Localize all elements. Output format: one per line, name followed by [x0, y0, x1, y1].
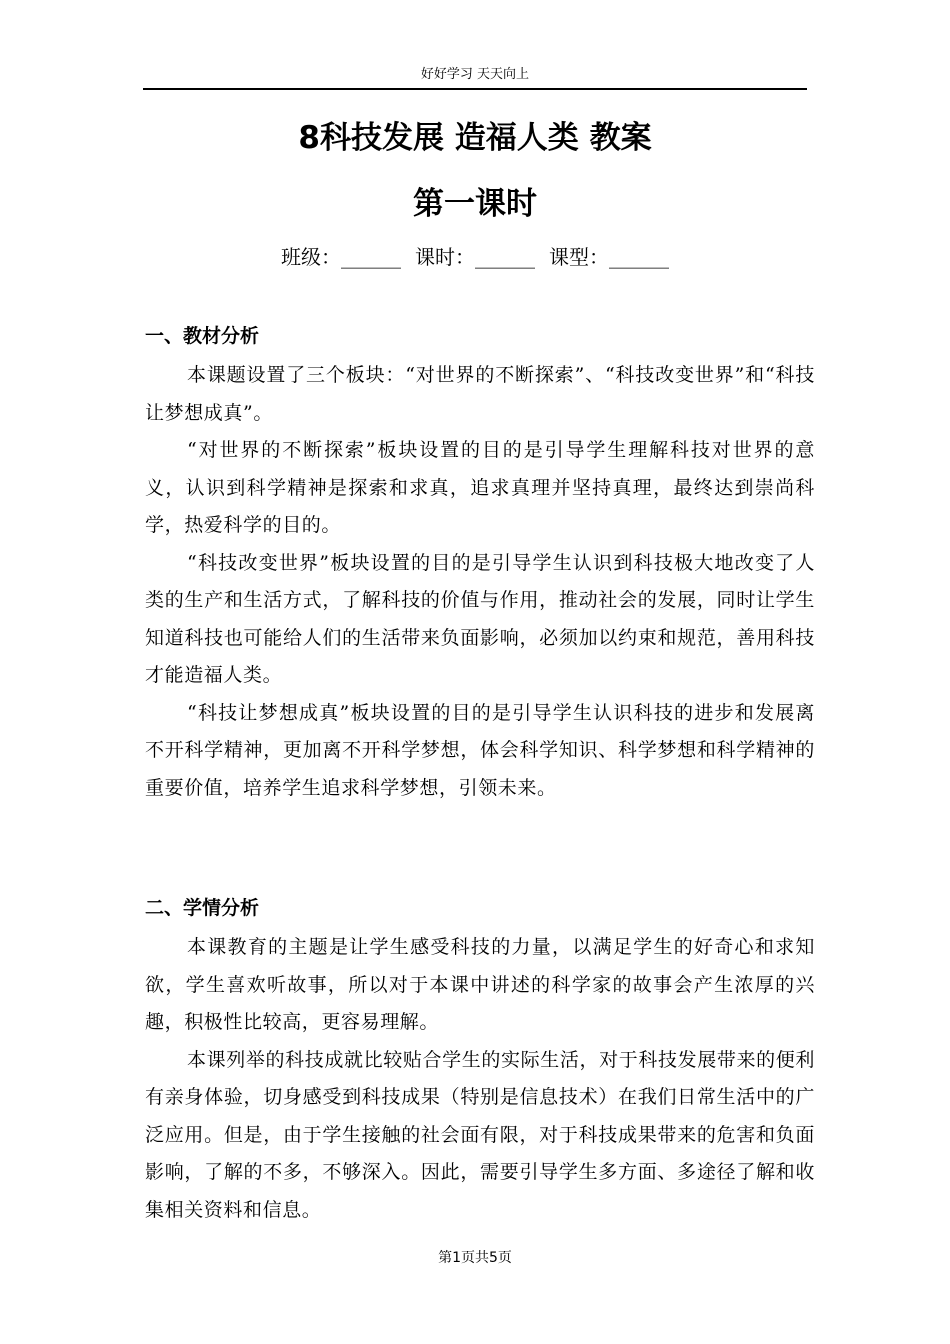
page-footer: 第1页共5页: [438, 1250, 512, 1266]
class-label: 班级：: [281, 245, 341, 269]
section-textbook-analysis: [145, 321, 815, 807]
section-heading: 二、学情分析: [145, 897, 260, 919]
paragraph: 本课教育的主题是让学生感受科技的力量，以满足学生的好奇心和求知欲，学生喜欢听故事，所以对于本课中讲述的科学家的故事会产生浓厚的兴趣，积极性比较高，更容易理解。: [145, 936, 815, 1033]
paragraph: “对世界的不断探索”板块设置的目的是引导学生理解科技对世界的意义，认识到科学精神是探索和求真，追求真理并坚持真理，最终达到崇尚科学，热爱科学的目的。: [145, 439, 815, 536]
period-label: 课时：: [415, 245, 475, 269]
type-value: ______: [609, 245, 669, 269]
document-subtitle: 第一课时: [413, 186, 537, 222]
section-heading: 一、教材分析: [145, 325, 260, 347]
paragraph: “科技改变世界”板块设置的目的是引导学生认识到科技极大地改变了人类的生产和生活方式，了解科技的价值与作用，推动社会的发展，同时让学生知道科技也可能给人们的生活带来负面影响，必须加以约束和规范，善用科技才能造福人类。: [145, 551, 815, 686]
class-value: ______: [341, 245, 401, 269]
period-value: ______: [475, 245, 535, 269]
meta-line: [143, 240, 807, 274]
paragraph: 本课列举的科技成就比较贴合学生的实际生活，对于科技发展带来的便利有亲身体验，切身感受到科技成果（特别是信息技术）在我们日常生活中的广泛应用。但是，由于学生接触的社会面有限，对于科技成果带来的危害和负面影响，了解的不多，不够深入。因此，需要引导学生多方面、多途径了解和收集相关资料和信息。: [145, 1048, 815, 1221]
header-divider: [143, 88, 807, 90]
type-label: 课型：: [549, 245, 609, 269]
document-title: 8科技发展 造福人类 教案: [298, 120, 652, 156]
paragraph: 本课题设置了三个板块：“对世界的不断探索”、“科技改变世界”和“科技让梦想成真”。: [145, 364, 815, 424]
section-student-analysis: [145, 893, 815, 1229]
page-header: 好好学习 天天向上: [420, 67, 530, 82]
paragraph: “科技让梦想成真”板块设置的目的是引导学生认识科技的进步和发展离不开科学精神，更加离不开科学梦想，体会科学知识、科学梦想和科学精神的重要价值，培养学生追求科学梦想，引领未来。: [145, 701, 815, 799]
